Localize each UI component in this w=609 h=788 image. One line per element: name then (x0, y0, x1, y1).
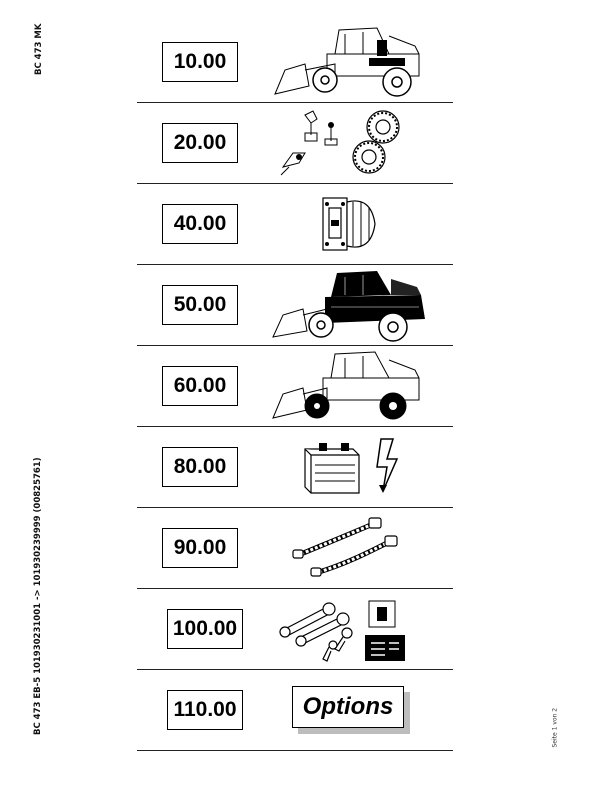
controls-and-drives-icon (265, 105, 431, 181)
hydraulic-hoses-icon (265, 510, 431, 586)
tools-keys-icon (265, 591, 431, 667)
machine-frame-highlight-icon (265, 267, 431, 343)
compactor-machine-icon (265, 24, 431, 100)
section-row-80[interactable] (137, 427, 453, 508)
section-code[interactable]: 80.00 (162, 447, 238, 487)
machine-wheels-highlight-icon (265, 348, 431, 424)
model-code-label: BC 473 MK (34, 23, 44, 75)
section-row-10[interactable] (137, 22, 453, 103)
section-code[interactable]: 90.00 (162, 528, 238, 568)
section-code[interactable]: 40.00 (162, 204, 238, 244)
battery-electrical-icon (265, 429, 431, 505)
section-code[interactable]: 110.00 (167, 690, 243, 730)
section-row-20[interactable] (137, 103, 453, 184)
section-code[interactable]: 20.00 (162, 123, 238, 163)
drum-assembly-icon (265, 186, 431, 262)
section-row-110[interactable] (137, 670, 453, 751)
section-row-90[interactable] (137, 508, 453, 589)
section-row-60[interactable] (137, 346, 453, 427)
options-label-box: Options (292, 686, 404, 728)
section-row-50[interactable] (137, 265, 453, 346)
section-code[interactable]: 10.00 (162, 42, 238, 82)
section-code[interactable]: 100.00 (167, 609, 243, 649)
section-code[interactable]: 50.00 (162, 285, 238, 325)
section-code[interactable]: 60.00 (162, 366, 238, 406)
serial-range-label: BC 473 EB-5 101930231001 -> 101930239999 (00825761) (33, 457, 43, 735)
section-row-40[interactable] (137, 184, 453, 265)
page-number-note: Seite 1 von 2 (551, 707, 559, 748)
section-row-100[interactable] (137, 589, 453, 670)
